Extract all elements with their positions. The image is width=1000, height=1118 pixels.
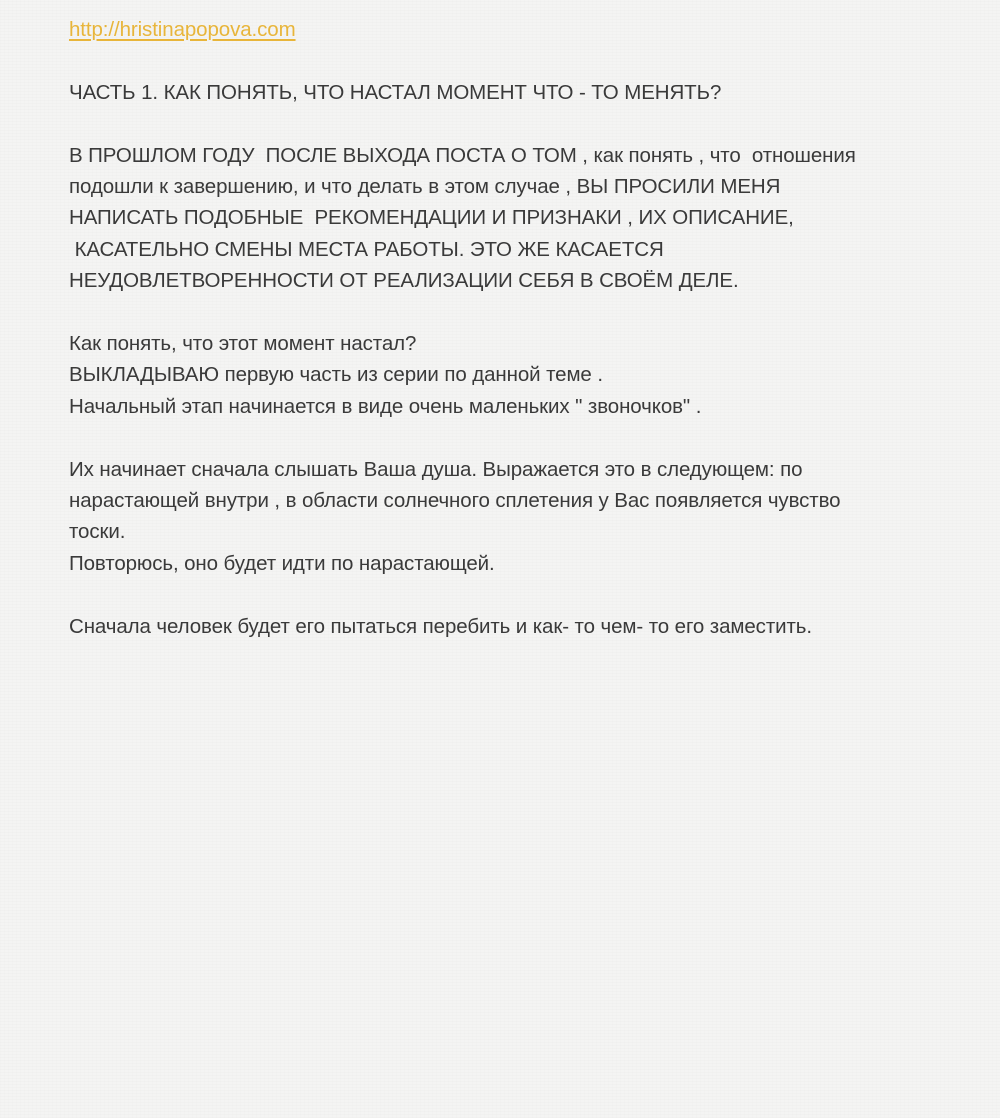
note-body[interactable] — [69, 14, 969, 673]
text-line: Их начинает сначала слышать Ваша душа. Выражается это в следующем: по — [69, 457, 803, 481]
text-line: Начальный этап начинается в виде очень маленьких " звоночков" . — [69, 394, 702, 418]
text-line: НЕУДОВЛЕТВОРЕННОСТИ ОТ РЕАЛИЗАЦИИ СЕБЯ В СВОЁМ ДЕЛЕ. — [69, 269, 739, 293]
paragraph-2 — [69, 328, 969, 422]
website-link[interactable]: http://hristinapopova.com — [69, 18, 296, 41]
text-line: тоски. — [69, 520, 126, 544]
heading-text: ЧАСТЬ 1. КАК ПОНЯТЬ, ЧТО НАСТАЛ МОМЕНТ ЧТО - ТО МЕНЯТЬ? — [69, 80, 722, 104]
paragraph-3 — [69, 454, 969, 580]
text-line: НАПИСАТЬ ПОДОБНЫЕ РЕКОМЕНДАЦИИ И ПРИЗНАКИ , ИХ ОПИСАНИЕ, — [69, 206, 794, 230]
text-line: подошли к завершению, и что делать в этом случае , ВЫ ПРОСИЛИ МЕНЯ — [69, 175, 781, 198]
text-line: Как понять, что этот момент настал? — [69, 332, 417, 356]
paragraph-4 — [69, 611, 969, 642]
link-paragraph — [69, 14, 969, 45]
text-line: В ПРОШЛОМ ГОДУ ПОСЛЕ ВЫХОДА ПОСТА О ТОМ , как понять , что отношения — [69, 143, 856, 167]
text-line: Повторюсь, оно будет идти по нарастающей. — [69, 551, 495, 575]
text-line: Сначала человек будет его пытаться перебить и как- то чем- то его заместить. — [69, 614, 812, 638]
text-line: нарастающей внутри , в области солнечного сплетения у Вас появляется чувство — [69, 489, 841, 513]
text-line: ВЫКЛАДЫВАЮ первую часть из серии по данной теме . — [69, 363, 603, 387]
text-line: КАСАТЕЛЬНО СМЕНЫ МЕСТА РАБОТЫ. ЭТО ЖЕ КАСАЕТСЯ — [69, 237, 664, 261]
paragraph-1 — [69, 140, 969, 297]
note-heading — [69, 77, 969, 108]
